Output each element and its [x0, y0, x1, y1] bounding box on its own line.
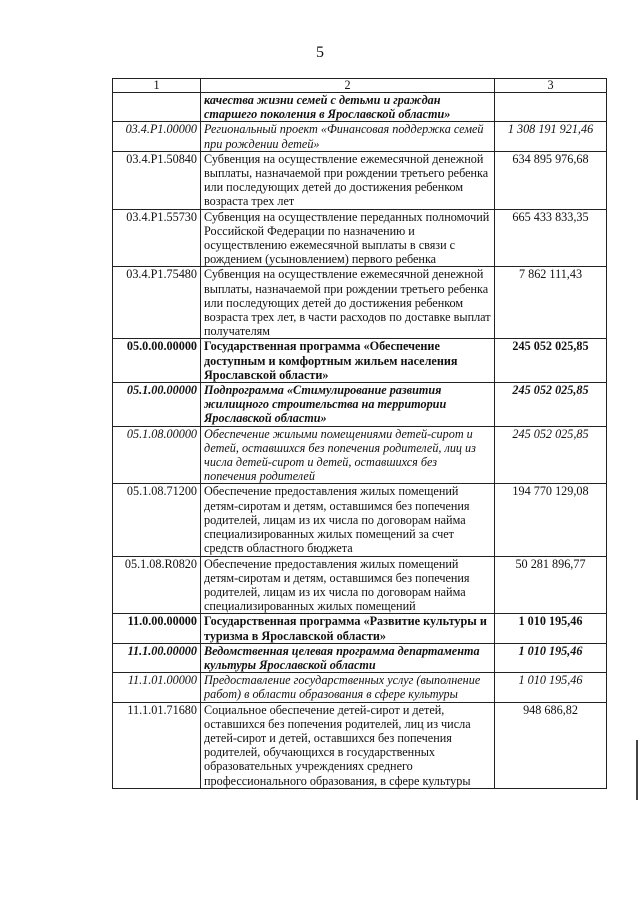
row-amount: 50 281 896,77: [495, 556, 607, 614]
row-code: 05.1.08.00000: [113, 426, 201, 484]
row-code: 11.1.01.00000: [113, 673, 201, 702]
table-row: [113, 93, 607, 122]
row-amount: 1 010 195,46: [495, 614, 607, 643]
row-code: 05.1.00.00000: [113, 383, 201, 427]
row-amount: 1 010 195,46: [495, 643, 607, 672]
row-name: Социальное обеспечение детей-сирот и детей, оставшихся без попечения родителей, лиц из числа детей-сирот и детей, оставшихся без попечения родителей, обучающихся в государственных образовательных учреждениях среднего профессионального образования, в сфере культуры: [201, 702, 495, 788]
row-amount: 7 862 111,43: [495, 267, 607, 339]
row-code: 03.4.Р1.50840: [113, 151, 201, 209]
table-body: [113, 93, 607, 789]
row-name: Ведомственная целевая программа департамента культуры Ярославской области: [201, 643, 495, 672]
row-code: 11.1.01.71680: [113, 702, 201, 788]
row-name: Региональный проект «Финансовая поддержка семей при рождении детей»: [201, 122, 495, 151]
row-code: 11.1.00.00000: [113, 643, 201, 672]
row-amount: 634 895 976,68: [495, 151, 607, 209]
row-code: 05.1.08.71200: [113, 484, 201, 556]
row-name: качества жизни семей с детьми и граждан старшего поколения в Ярославской области»: [201, 93, 495, 122]
row-name: Обеспечение предоставления жилых помещений детям-сиротам и детям, оставшимся без попечения родителей, лицам из их числа по договорам найма специализированных жилых помещений за счет средств областного бюджета: [201, 484, 495, 556]
table-row: [113, 556, 607, 614]
row-code: 11.0.00.00000: [113, 614, 201, 643]
row-amount: [495, 93, 607, 122]
row-amount: 665 433 833,35: [495, 209, 607, 267]
row-code: 05.1.08.R0820: [113, 556, 201, 614]
row-code: [113, 93, 201, 122]
table-header-row: [113, 79, 607, 93]
row-name: Государственная программа «Обеспечение доступным и комфортным жильем населения Ярославской области»: [201, 339, 495, 383]
row-code: 03.4.Р1.55730: [113, 209, 201, 267]
table-row: [113, 484, 607, 556]
table-row: [113, 267, 607, 339]
row-amount: 245 052 025,85: [495, 383, 607, 427]
row-name: Предоставление государственных услуг (выполнение работ) в области образования в сфере культуры: [201, 673, 495, 702]
budget-table: [112, 78, 607, 789]
row-code: 05.0.00.00000: [113, 339, 201, 383]
table-row: [113, 151, 607, 209]
table-row: [113, 614, 607, 643]
row-name: Обеспечение предоставления жилых помещений детям-сиротам и детям, оставшимся без попечения родителей, лицам из их числа по договорам найма специализированных жилых помещений: [201, 556, 495, 614]
header-col-1: 1: [113, 79, 201, 93]
header-col-3: 3: [495, 79, 607, 93]
table-row: [113, 122, 607, 151]
scan-edge-mark: [636, 740, 638, 800]
table-row: [113, 339, 607, 383]
table-row: [113, 426, 607, 484]
row-amount: 245 052 025,85: [495, 426, 607, 484]
page-number: 5: [316, 44, 324, 61]
row-name: Обеспечение жилыми помещениями детей-сирот и детей, оставшихся без попечения родителей, лиц из числа детей-сирот и детей, оставшихся без попечения родителей: [201, 426, 495, 484]
row-amount: 1 308 191 921,46: [495, 122, 607, 151]
table-row: [113, 673, 607, 702]
row-amount: 948 686,82: [495, 702, 607, 788]
table-row: [113, 643, 607, 672]
row-name: Субвенция на осуществление переданных полномочий Российской Федерации по назначению и осуществлению ежемесячной выплаты в связи с рождением (усыновлением) первого ребенка: [201, 209, 495, 267]
row-amount: 194 770 129,08: [495, 484, 607, 556]
row-name: Субвенция на осуществление ежемесячной денежной выплаты, назначаемой при рождении третьего ребенка или последующих детей до достижения ребенком возраста трех лет, в части расходов по доставке выплат получателям: [201, 267, 495, 339]
row-name: Подпрограмма «Стимулирование развития жилищного строительства на территории Ярославской области»: [201, 383, 495, 427]
row-amount: 245 052 025,85: [495, 339, 607, 383]
table-row: [113, 383, 607, 427]
row-code: 03.4.Р1.00000: [113, 122, 201, 151]
row-amount: 1 010 195,46: [495, 673, 607, 702]
row-name: Государственная программа «Развитие культуры и туризма в Ярославской области»: [201, 614, 495, 643]
table-row: [113, 702, 607, 788]
row-name: Субвенция на осуществление ежемесячной денежной выплаты, назначаемой при рождении третьего ребенка или последующих детей до достижения ребенком возраста трех лет: [201, 151, 495, 209]
row-code: 03.4.Р1.75480: [113, 267, 201, 339]
table-row: [113, 209, 607, 267]
header-col-2: 2: [201, 79, 495, 93]
